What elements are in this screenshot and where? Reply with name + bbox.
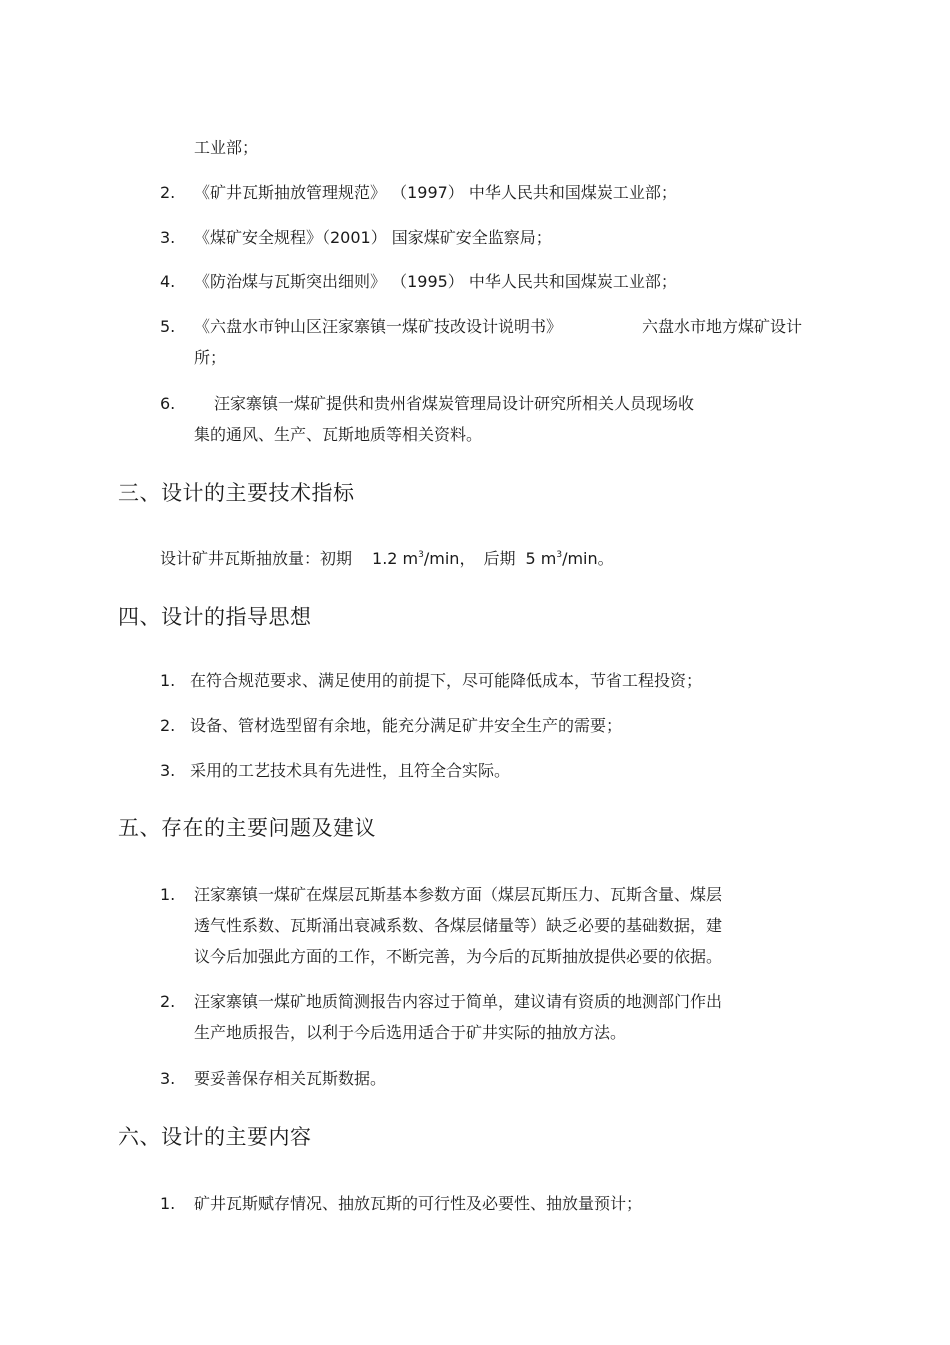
ref-item-3-number: 3. [160, 228, 176, 247]
ref-item-4-number: 4. [160, 272, 176, 291]
section-4-heading: 四、设计的指导思想 [118, 605, 312, 629]
issue-2-number: 2. [160, 992, 176, 1011]
target-prefix: 设计矿井瓦斯抽放量：初期 [160, 549, 353, 568]
ref-item-1-tail: 工业部； [194, 138, 259, 157]
later-value: 5 m [525, 549, 557, 568]
ref-item-2-number: 2. [160, 183, 176, 202]
ref-item-3-text: 《煤矿安全规程》（2001） 国家煤矿安全监察局； [194, 228, 552, 247]
issue-3-number: 3. [160, 1069, 176, 1088]
ref-item-6-line-2: 集的通风、生产、瓦斯地质等相关资料。 [194, 425, 483, 444]
content-1-number: 1. [160, 1194, 176, 1213]
content-1-text: 矿井瓦斯赋存情况、抽放瓦斯的可行性及必要性、抽放量预计； [194, 1194, 643, 1213]
later-unit: /min。 [562, 549, 614, 568]
principle-3-number: 3. [160, 761, 176, 780]
ref-item-5-number: 5. [160, 317, 176, 336]
ref-item-5-title: 《六盘水市钟山区汪家寨镇一煤矿技改设计说明书》 [194, 317, 563, 336]
ref-item-2-text: 《矿井瓦斯抽放管理规范》 （1997） 中华人民共和国煤炭工业部； [194, 183, 677, 202]
gas-drainage-target-line [160, 549, 614, 569]
ref-item-4-text: 《防治煤与瓦斯突出细则》 （1995） 中华人民共和国煤炭工业部； [194, 272, 677, 291]
ref-item-6-number: 6. [160, 394, 176, 413]
principle-3-text: 采用的工艺技术具有先进性，且符全合实际。 [190, 761, 511, 780]
issue-1-line-1: 汪家寨镇一煤矿在煤层瓦斯基本参数方面（煤层瓦斯压力、瓦斯含量、煤层 [194, 885, 723, 904]
principle-2-text: 设备、管材选型留有余地，能充分满足矿井安全生产的需要； [190, 716, 623, 735]
section-5-heading: 五、存在的主要问题及建议 [118, 816, 376, 840]
ref-item-5-publisher: 六盘水市地方煤矿设计 [642, 317, 803, 336]
principle-1-text: 在符合规范要求、满足使用的前提下，尽可能降低成本，节省工程投资； [190, 671, 703, 690]
later-label: 后期 [483, 549, 516, 568]
initial-value: 1.2 m [372, 549, 419, 568]
principle-2-number: 2. [160, 716, 176, 735]
issue-1-line-2: 透气性系数、瓦斯涌出衰减系数、各煤层储量等）缺乏必要的基础数据，建 [194, 916, 723, 935]
principle-1-number: 1. [160, 671, 176, 690]
initial-superscript: 3 [418, 550, 424, 560]
ref-item-6-line-1: 汪家寨镇一煤矿提供和贵州省煤炭管理局设计研究所相关人员现场收 [214, 394, 695, 413]
issue-2-line-1: 汪家寨镇一煤矿地质简测报告内容过于简单，建议请有资质的地测部门作出 [194, 992, 723, 1011]
section-3-heading: 三、设计的主要技术指标 [118, 481, 355, 505]
issue-1-line-3: 议今后加强此方面的工作，不断完善，为今后的瓦斯抽放提供必要的依据。 [194, 947, 723, 966]
issue-1-number: 1. [160, 885, 176, 904]
section-6-heading: 六、设计的主要内容 [118, 1125, 312, 1149]
later-superscript: 3 [556, 550, 563, 560]
initial-unit: /min， [423, 549, 476, 568]
issue-2-line-2: 生产地质报告，以利于今后选用适合于矿井实际的抽放方法。 [194, 1023, 627, 1042]
issue-3-line-1: 要妥善保存相关瓦斯数据。 [194, 1069, 387, 1088]
ref-item-5-tail: 所； [194, 348, 227, 367]
